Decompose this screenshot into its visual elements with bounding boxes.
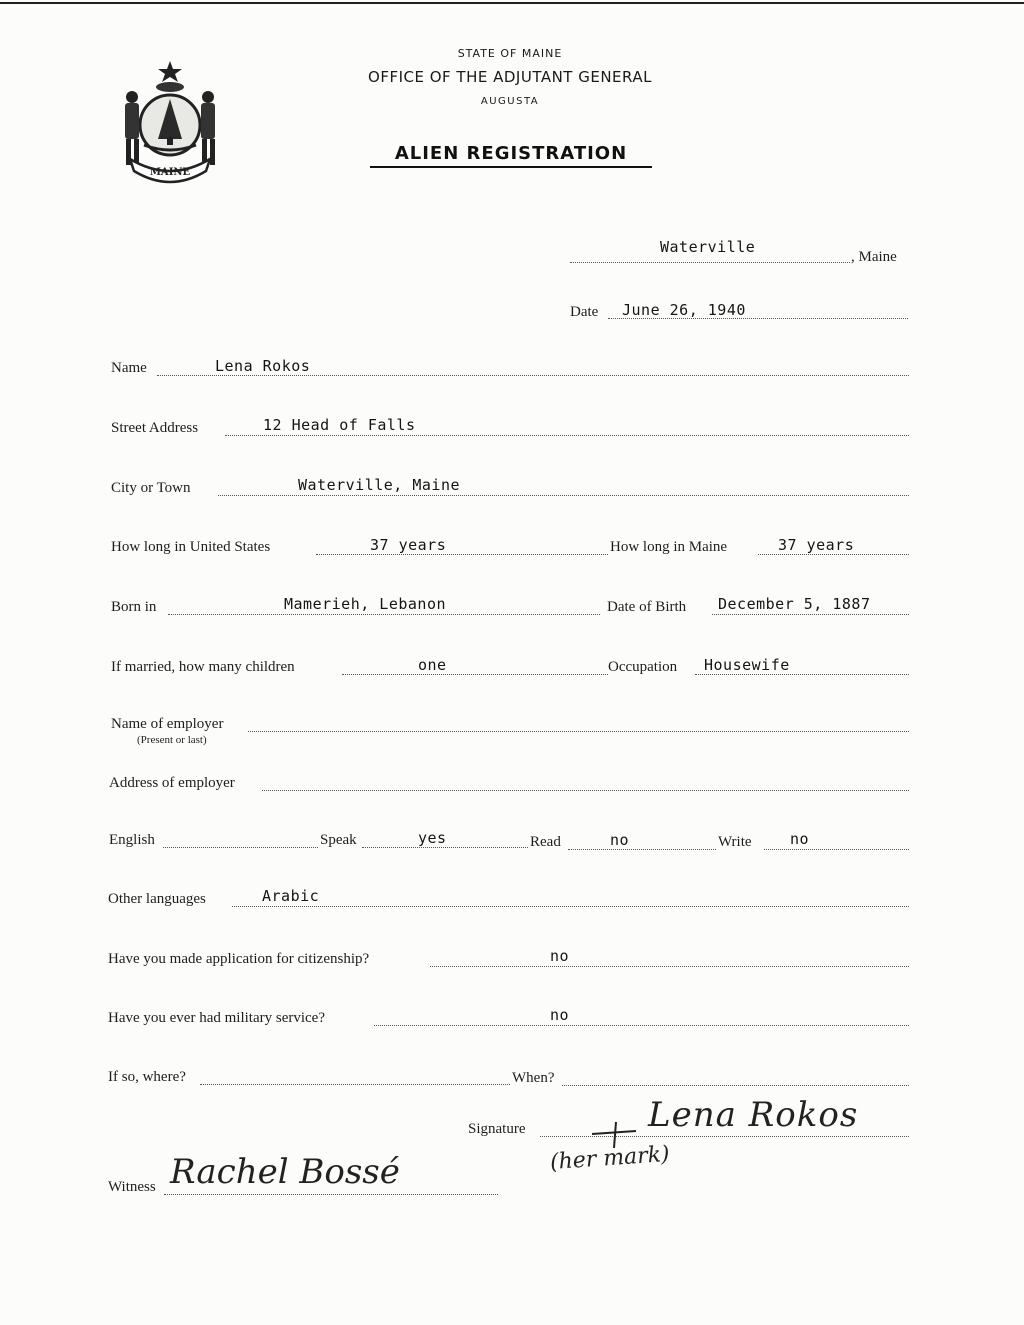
town-line — [570, 262, 850, 263]
date-label: Date — [570, 304, 599, 320]
header-state: STATE OF MAINE — [457, 47, 563, 60]
employer-address-line — [262, 790, 909, 791]
how-long-maine-label: How long in Maine — [610, 539, 728, 555]
dob-label: Date of Birth — [607, 599, 687, 615]
military-value: no — [550, 1006, 570, 1024]
maine-state-seal — [110, 55, 230, 185]
speak-value: yes — [418, 829, 447, 847]
born-in-value: Mamerieh, Lebanon — [284, 595, 447, 613]
citizenship-label: Have you made application for citizenship? — [108, 951, 370, 967]
write-value: no — [790, 830, 810, 848]
dob-line — [712, 614, 909, 615]
employer-name-label: Name of employer — [111, 716, 224, 732]
when-line — [562, 1085, 909, 1086]
other-languages-line — [232, 906, 909, 907]
employer-address-label: Address of employer — [109, 775, 235, 791]
name-line — [157, 375, 909, 376]
city-town-line — [218, 495, 909, 496]
write-line — [764, 849, 909, 850]
street-line — [225, 435, 909, 436]
citizenship-value: no — [550, 947, 570, 965]
citizenship-line — [430, 966, 909, 967]
children-value: one — [418, 656, 447, 674]
occupation-value: Housewife — [704, 656, 790, 674]
seal-banner-text: MAINE — [149, 167, 191, 178]
witness-label: Witness — [108, 1179, 156, 1195]
how-long-maine-line — [758, 554, 909, 555]
other-languages-value: Arabic — [262, 887, 320, 905]
children-label: If married, how many children — [111, 659, 295, 675]
born-in-label: Born in — [111, 599, 157, 615]
signature-mark-note: (her mark) — [549, 1141, 671, 1176]
maine-label: , Maine — [851, 249, 897, 265]
employer-name-line — [248, 731, 909, 732]
english-label: English — [109, 832, 155, 848]
speak-label: Speak — [320, 832, 357, 848]
children-line — [342, 674, 608, 675]
born-in-line — [168, 614, 600, 615]
top-border — [0, 2, 1024, 4]
signature-handwriting: Lena Rokos — [648, 1095, 859, 1135]
name-value: Lena Rokos — [215, 357, 311, 375]
signature-label: Signature — [468, 1121, 526, 1137]
military-line — [374, 1025, 909, 1026]
dob-value: December 5, 1887 — [718, 595, 871, 613]
occupation-line — [695, 674, 909, 675]
header-city: AUGUSTA — [480, 96, 540, 107]
other-languages-label: Other languages — [108, 891, 206, 907]
date-value: June 26, 1940 — [622, 301, 746, 319]
witness-line — [164, 1194, 498, 1195]
write-label: Write — [718, 834, 752, 850]
town-value: Waterville — [660, 238, 756, 256]
employer-sub-label: (Present or last) — [137, 734, 207, 746]
form-title: ALIEN REGISTRATION — [370, 143, 652, 168]
if-so-where-line — [200, 1084, 510, 1085]
how-long-maine-value: 37 years — [778, 536, 855, 554]
how-long-us-value: 37 years — [370, 536, 447, 554]
english-line — [163, 847, 318, 848]
street-label: Street Address — [111, 420, 199, 436]
when-label: When? — [512, 1070, 555, 1086]
witness-handwriting: Rachel Bossé — [170, 1152, 400, 1192]
street-value: 12 Head of Falls — [263, 416, 416, 434]
if-so-where-label: If so, where? — [108, 1069, 186, 1085]
city-town-label: City or Town — [111, 480, 191, 496]
occupation-label: Occupation — [608, 659, 678, 675]
read-value: no — [610, 831, 630, 849]
how-long-us-label: How long in United States — [111, 539, 271, 555]
header-office: OFFICE OF THE ADJUTANT GENERAL — [368, 68, 652, 86]
military-label: Have you ever had military service? — [108, 1010, 325, 1026]
read-label: Read — [530, 834, 561, 850]
city-town-value: Waterville, Maine — [298, 476, 461, 494]
how-long-us-line — [316, 554, 608, 555]
read-line — [568, 849, 716, 850]
speak-line — [362, 847, 528, 848]
name-label: Name — [111, 360, 147, 376]
